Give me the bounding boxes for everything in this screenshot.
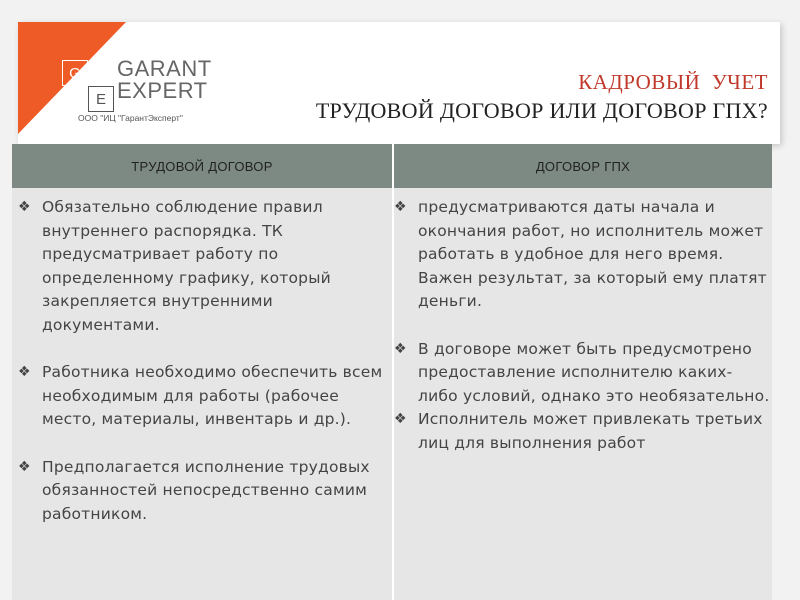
list-item-text: Работника необходимо обеспечить всем необходимым для работы (рабочее место, материалы, инвентарь и др.). (42, 363, 383, 428)
list-item (394, 408, 770, 455)
labor-contract-column (18, 196, 388, 526)
list-item (18, 196, 388, 337)
brand-name (117, 58, 212, 102)
list-item-text: предусматриваются даты начала и окончания работ, но исполнитель может работать в удобное для него время. Важен результат, за который ему платят деньги. (418, 198, 767, 310)
list-item-text: Исполнитель может привлекать третьих лиц для выполнения работ (418, 410, 763, 452)
header (18, 22, 780, 144)
list-item (18, 456, 388, 527)
list-item-text: Обязательно соблюдение правил внутреннего распорядка. ТК предусматривает работу по определенному графику, который закрепляется внутренними документами. (42, 198, 331, 334)
diamond-bullet-icon: ❖ (18, 458, 31, 475)
logo-mark (62, 60, 114, 112)
diamond-bullet-icon: ❖ (394, 411, 407, 427)
list-item (18, 361, 388, 432)
list-item-text: Предполагается исполнение трудовых обязанностей непосредственно самим работником. (42, 457, 370, 523)
column-header-gph-contract: ДОГОВОР ГПХ (394, 144, 772, 188)
company-name: ООО "ИЦ "ГарантЭксперт" (78, 113, 183, 123)
diamond-bullet-icon: ❖ (394, 199, 407, 215)
gph-contract-column (394, 196, 770, 455)
brand-line-2: EXPERT (117, 78, 208, 103)
comparison-table (12, 144, 772, 600)
list-item-text: В договоре может быть предусмотрено предоставление исполнителю каких-либо условий, однако это необязательно. (418, 339, 770, 405)
logo-letter-g: G (62, 60, 88, 86)
slide-title: ТРУДОВОЙ ДОГОВОР ИЛИ ДОГОВОР ГПХ? (315, 98, 768, 123)
column-header-labor-contract: ТРУДОВОЙ ДОГОВОР (12, 144, 392, 188)
diamond-bullet-icon: ❖ (394, 340, 407, 357)
slide-subtitle: КАДРОВЫЙ УЧЕТ (578, 70, 768, 94)
diamond-bullet-icon: ❖ (18, 364, 31, 380)
list-item (394, 196, 770, 314)
list-item (394, 338, 770, 409)
logo-letter-e: E (88, 86, 114, 112)
diamond-bullet-icon: ❖ (18, 199, 31, 215)
brand-line-1: GARANT (117, 56, 212, 81)
